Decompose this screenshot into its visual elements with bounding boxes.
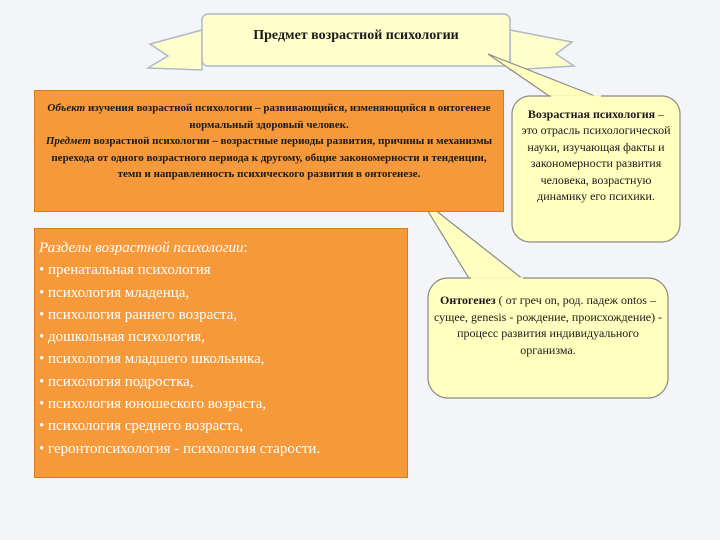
object-label: Объект (47, 102, 86, 114)
list-item: • психология раннего возраста, (39, 304, 403, 326)
banner-right-tail (510, 30, 574, 70)
list-item: • психология подростка, (39, 371, 403, 393)
sections-heading (39, 237, 403, 259)
age-psychology-definition: – это отрасль психологической науки, изучающая факты и закономерности развития человека, возрастную динамику его психики. (521, 107, 671, 204)
sections-list (39, 259, 403, 460)
list-item: • психология младшего школьника, (39, 348, 403, 370)
list-item: • геронтопсихология - психология старости. (39, 438, 403, 460)
list-item: • дошкольная психология, (39, 326, 403, 348)
sections-title: Разделы возрастной психологии (39, 240, 244, 256)
age-psychology-term: Возрастная психология (527, 107, 656, 121)
subject-label: Предмет (45, 135, 91, 148)
object-subject-box (34, 90, 504, 212)
ontogenesis-callout-text (432, 292, 664, 358)
banner-left-tail (148, 30, 202, 70)
sections-title-colon: : (243, 240, 248, 256)
subject-text: возрастной психологии – возрастные периоды развития, причины и механизмы перехода от одного возрастного периода к другому, общие закономерности и тенденции, темп и направленность психического развития в онтогенезе. (51, 135, 493, 181)
list-item: • психология юношеского возраста, (39, 393, 403, 415)
sections-box (34, 228, 408, 478)
ontogenesis-definition: ( от греч on, род. падеж ontos – сущее, genesis - рождение, происхождение) - процесс развития индивидуального организма. (433, 293, 663, 357)
ontogenesis-term: Онтогенез (440, 293, 496, 307)
object-text: изучения возрастной психологии – развивающийся, изменяющийся в онтогенезе нормальный здоровый человек. (85, 102, 491, 131)
list-item: • пренатальная психология (39, 259, 403, 281)
list-item: • психология младенца, (39, 282, 403, 304)
list-item: • психология среднего возраста, (39, 415, 403, 437)
age-psychology-callout-text (520, 106, 672, 204)
page-title: Предмет возрастной психологии (253, 28, 459, 43)
